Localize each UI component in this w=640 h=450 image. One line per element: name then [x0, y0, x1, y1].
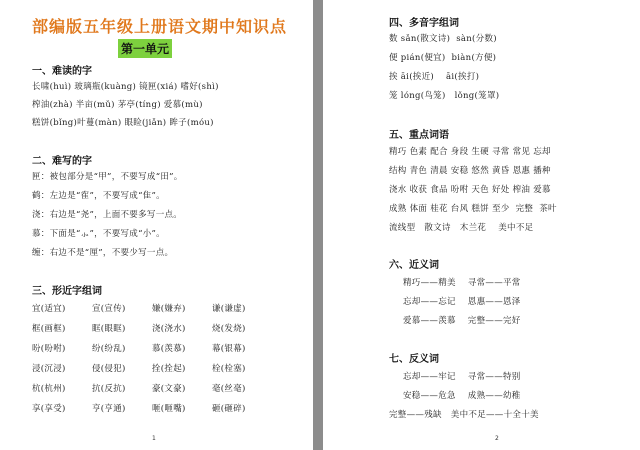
table-cell: 咂(咂嘴) — [152, 404, 186, 414]
table-cell: 眶(眼眶) — [92, 324, 126, 334]
table-cell: 享(享受) — [32, 404, 66, 414]
page-number: 1 — [152, 435, 156, 442]
text-line: 缠：右边不是“厘”，不要少写一点。 — [32, 248, 174, 258]
text-line: 忘却——牢记 寻常——特别 — [403, 372, 521, 382]
table-cell: 框(画框) — [32, 324, 66, 334]
text-line: 浇：右边是“尧”，上面不要多写一点。 — [32, 210, 183, 220]
table-cell: 浸(沉浸) — [32, 364, 66, 374]
section-heading-polyphones: 四、多音字组词 — [389, 18, 459, 29]
section-heading-hard-to-read: 一、难读的字 — [32, 66, 92, 77]
table-cell: 浇(浇水) — [152, 324, 186, 334]
text-line: 长啸(huì) 玻璃瓶(kuàng) 镜匣(xiá) 嗜好(shì) — [32, 82, 219, 92]
text-line: 笼 lóng(鸟笼) lǒng(笼罩) — [389, 91, 500, 101]
text-line: 便 pián(便宜) biàn(方便) — [389, 53, 497, 63]
table-cell: 砸(砸碎) — [212, 404, 246, 414]
text-line: 挨 āi(挨近) āi(挨打) — [389, 72, 480, 82]
table-cell: 毫(丝毫) — [212, 384, 246, 394]
text-line: 爱慕——羡慕 完整——完好 — [403, 316, 521, 326]
text-line: 匣：被包部分是“甲”，不要写成“田”。 — [32, 172, 183, 182]
text-line: 数 sǎn(散文诗) sàn(分数) — [389, 34, 497, 44]
table-cell: 侵(侵犯) — [92, 364, 126, 374]
document-title: 部编版五年级上册语文期中知识点 — [32, 17, 288, 36]
table-cell: 抗(反抗) — [92, 384, 126, 394]
text-line: 忘却——忘记 恩惠——恩泽 — [403, 297, 521, 307]
text-line: 精巧——精美 寻常——平常 — [403, 278, 521, 288]
text-line: 精巧 色素 配合 身段 生硬 寻常 常见 忘却 — [389, 147, 551, 157]
table-cell: 宜(适宜) — [32, 304, 66, 314]
text-line: 成熟 体面 桂花 台风 糕饼 至少 完整 茶叶 — [389, 204, 557, 214]
text-line: 安稳——危急 成熟——幼稚 — [403, 391, 521, 401]
table-cell: 宣(宣传) — [92, 304, 126, 314]
document-page-2 — [323, 0, 640, 450]
table-cell: 吩(吩咐) — [32, 344, 66, 354]
table-cell: 烧(发烧) — [212, 324, 246, 334]
section-heading-antonyms: 七、反义词 — [389, 354, 439, 365]
table-cell: 慕(羡慕) — [152, 344, 186, 354]
table-cell: 栓(栓塞) — [212, 364, 246, 374]
section-heading-key-words: 五、重点词语 — [389, 130, 449, 141]
table-cell: 幕(银幕) — [212, 344, 246, 354]
text-line: 糕饼(bǐng)叶蔓(màn) 眼睑(jiǎn) 眸子(móu) — [32, 118, 214, 128]
section-heading-synonyms: 六、近义词 — [389, 260, 439, 271]
table-cell: 豪(文豪) — [152, 384, 186, 394]
unit-label: 第一单元 — [118, 39, 172, 58]
text-line: 流线型 散文诗 木兰花 美中不足 — [389, 223, 534, 233]
table-cell: 谦(谦虚) — [212, 304, 246, 314]
table-cell: 嫌(嫌弃) — [152, 304, 186, 314]
text-line: 浇水 收获 食品 吩咐 天色 好处 榨油 爱慕 — [389, 185, 551, 195]
section-heading-hard-to-write: 二、难写的字 — [32, 156, 92, 167]
document-page-1 — [0, 0, 313, 450]
table-cell: 杭(杭州) — [32, 384, 66, 394]
text-line: 榨油(zhà) 半亩(mǔ) 茅亭(tíng) 爱慕(mù) — [32, 100, 203, 110]
text-line: 完整——残缺 美中不足——十全十美 — [389, 410, 539, 420]
table-cell: 亨(亨通) — [92, 404, 126, 414]
table-cell: 纷(纷乱) — [92, 344, 126, 354]
page-number: 2 — [495, 435, 499, 442]
text-line: 慕：下面是“⺗”，不要写成“小”。 — [32, 229, 165, 239]
section-heading-similar-chars: 三、形近字组词 — [32, 286, 102, 297]
text-line: 结构 青色 清晨 安稳 悠然 黄昏 恩惠 播种 — [389, 166, 551, 176]
table-cell: 拴(拴起) — [152, 364, 186, 374]
text-line: 鹤：左边是“隺”，不要写成“隹”。 — [32, 191, 165, 201]
